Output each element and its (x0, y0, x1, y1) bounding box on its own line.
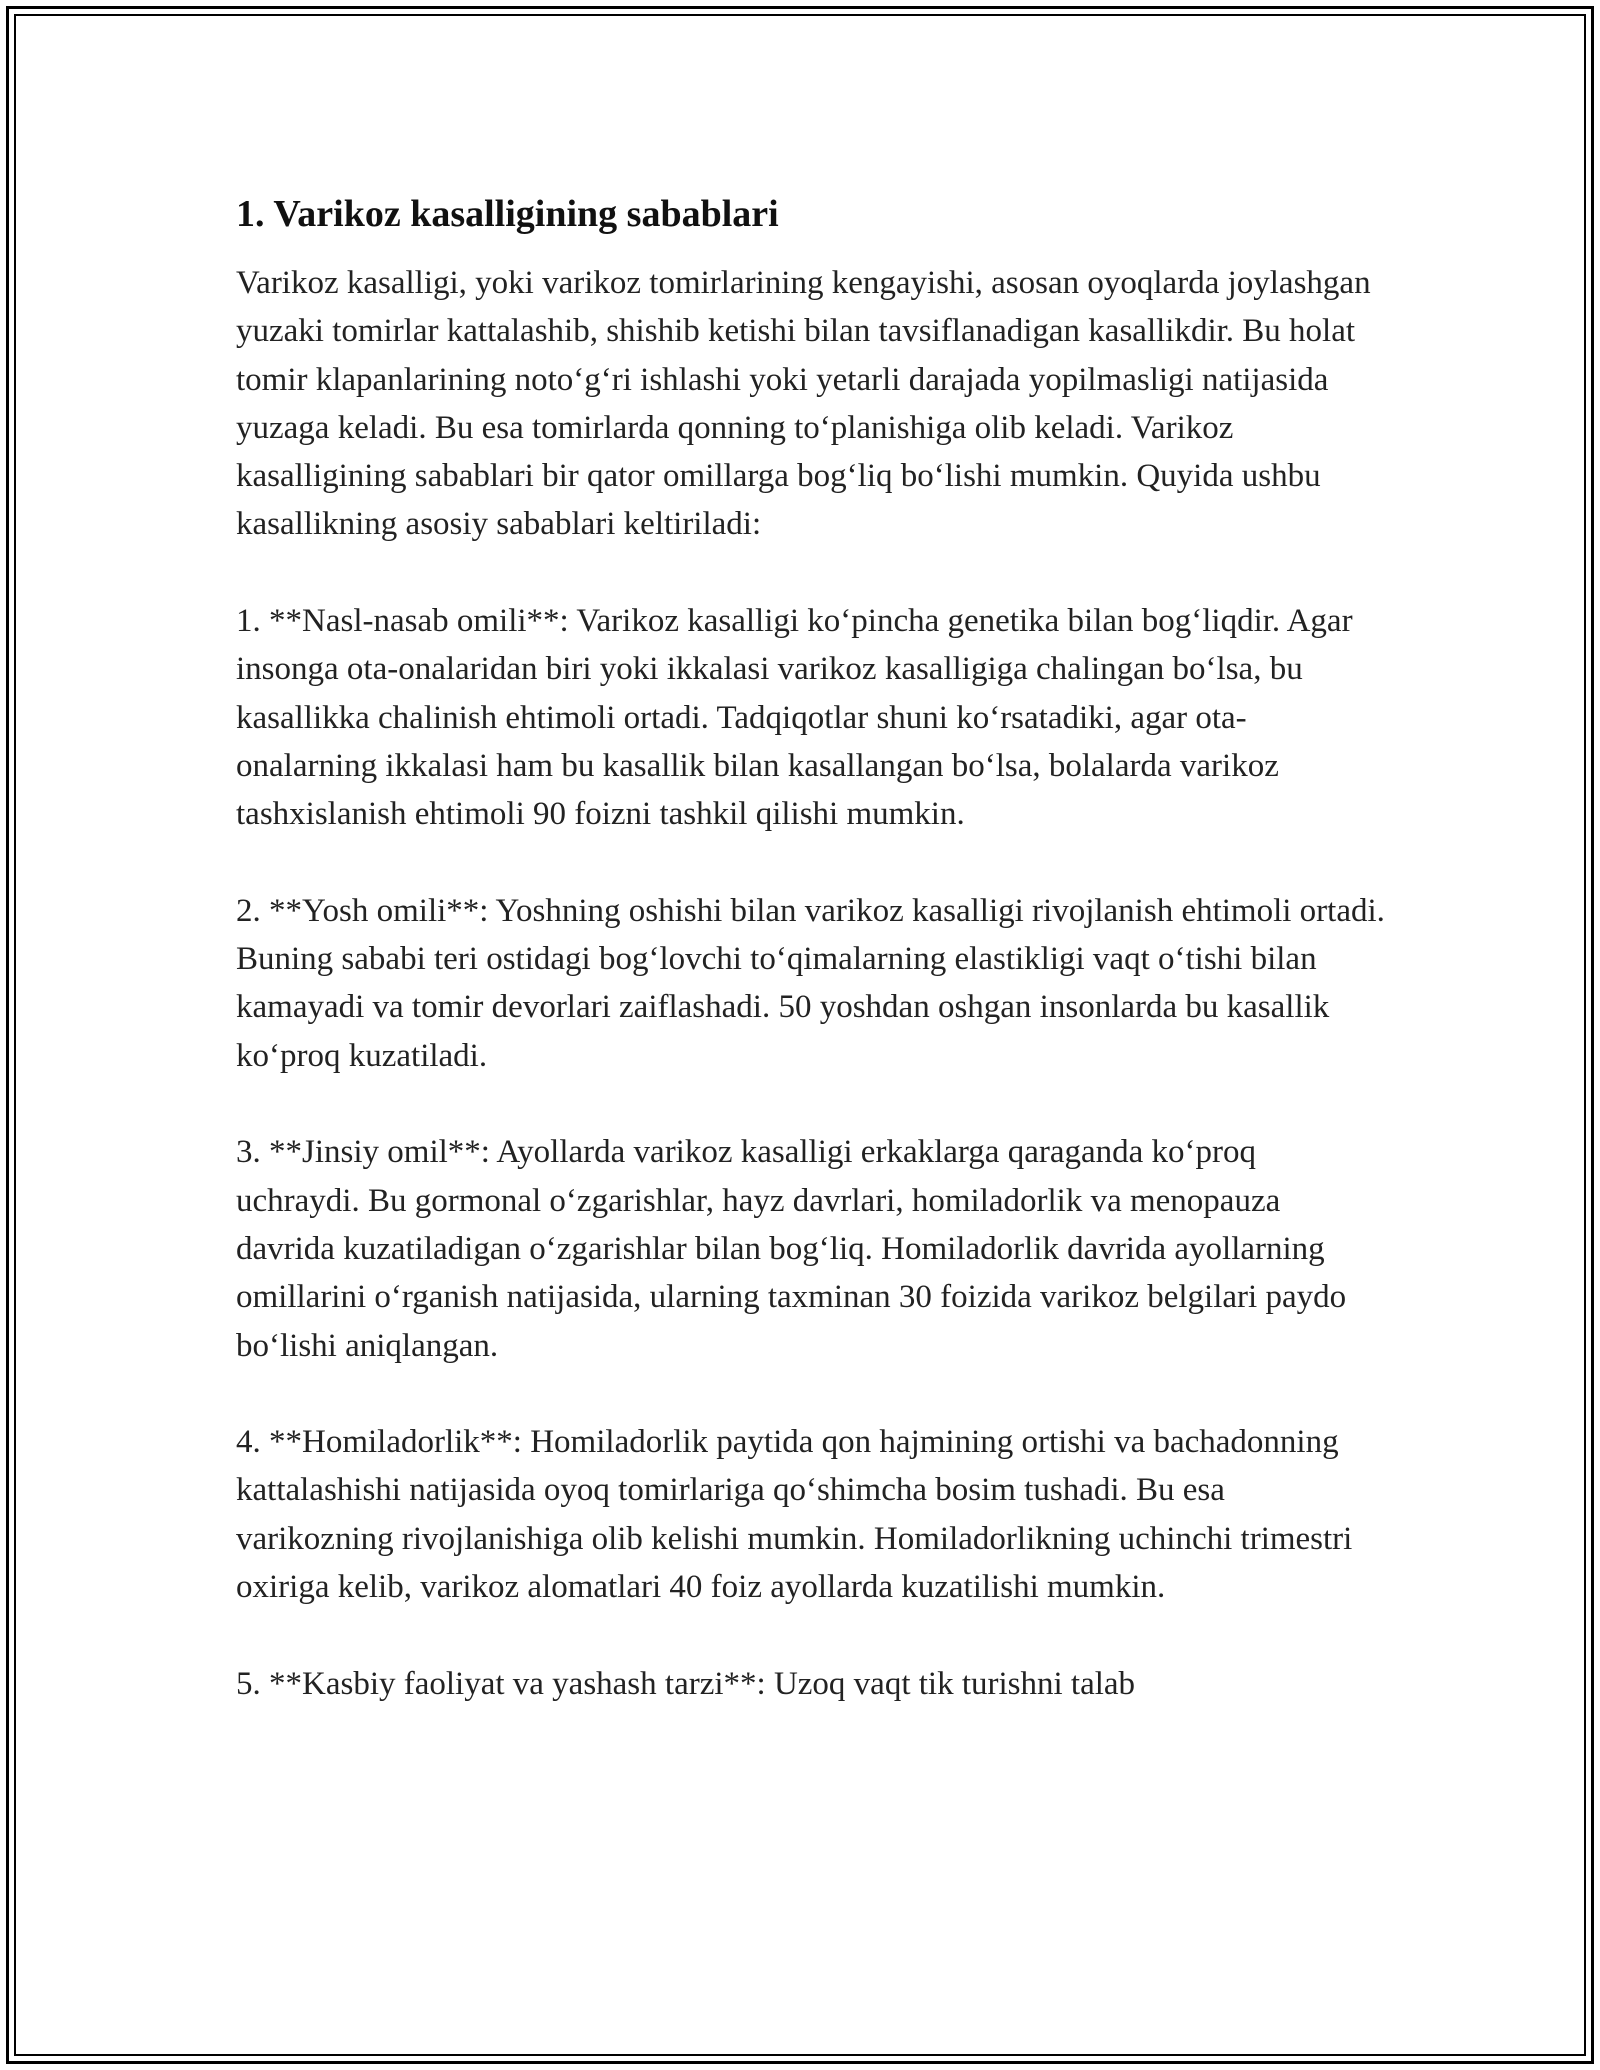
intro-paragraph: Varikoz kasalligi, yoki varikoz tomirlarining kengayishi, asosan oyoqlarda joylashgan yuzaki tomirlar kattalashib, shishib ketishi bilan tavsiflanadigan kasallikdir. Bu holat tomir klapanlarining noto‘g‘ri ishlashi yoki yetarli darajada yopilmasligi natijasida yuzaga keladi. Bu esa tomirlarda qonning to‘planishiga olib keladi. Varikoz kasalligining sabablari bir qator omillarga bog‘liq bo‘lishi mumkin. Quyida ushbu kasallikning asosiy sabablari keltiriladi: (236, 265, 1371, 543)
paragraph-gender: 3. **Jinsiy omil**: Ayollarda varikoz kasalligi erkaklarga qaraganda ko‘proq uchraydi. Bu gormonal o‘zgarishlar, hayz davrlari, homiladorlik va menopauza davrida kuzatiladigan o‘zgarishlar bilan bog‘liq. Homiladorlik davrida ayollarning omillarini o‘rganish natijasida, ularning taxminan 30 foizida varikoz belgilari paydo bo‘lishi aniqlangan. (236, 1134, 1347, 1364)
section-heading: 1. Varikoz kasalligining sabablari (236, 193, 779, 235)
document-body (236, 185, 1386, 1708)
paragraph-occupation: 5. **Kasbiy faoliyat va yashash tarzi**: Uzoq vaqt tik turishni talab (236, 1665, 1136, 1702)
paragraph-pregnancy: 4. **Homiladorlik**: Homiladorlik paytida qon hajmining ortishi va bachadonning kattalashishi natijasida oyoq tomirlariga qo‘shimcha bosim tushadi. Bu esa varikozning rivojlanishiga olib kelishi mumkin. Homiladorlikning uchinchi trimestri oxiriga kelib, varikoz alomatlari 40 foiz ayollarda kuzatilishi mumkin. (236, 1424, 1353, 1606)
paragraph-age: 2. **Yosh omili**: Yoshning oshishi bilan varikoz kasalligi rivojlanish ehtimoli ortadi. Buning sababi teri ostidagi bog‘lovchi to‘qimalarning elastikligi vaqt o‘tishi bilan kamayadi va tomir devorlari zaiflashadi. 50 yoshdan oshgan insonlarda bu kasallik ko‘proq kuzatiladi. (236, 892, 1385, 1074)
paragraph-heredity: 1. **Nasl-nasab omili**: Varikoz kasalligi ko‘pincha genetika bilan bog‘liqdir. Agar insonga ota-onalaridan biri yoki ikkalasi varikoz kasalligiga chalingan bo‘lsa, bu kasallikka chalinish ehtimoli ortadi. Tadqiqotlar shuni ko‘rsatadiki, agar ota-onalarning ikkalasi ham bu kasallik bilan kasallangan bo‘lsa, bolalarda varikoz tashxislanish ehtimoli 90 foizni tashkil qilishi mumkin. (236, 603, 1353, 833)
